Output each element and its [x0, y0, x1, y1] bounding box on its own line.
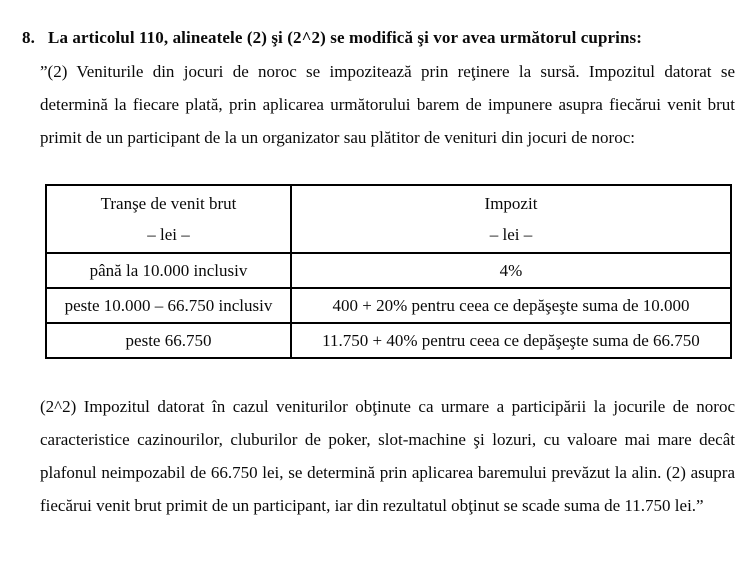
- cell-tax-2: 400 + 20% pentru ceea ce depăşeşte suma de 10.000: [291, 288, 731, 323]
- section-number: 8.: [22, 28, 35, 47]
- cell-bracket-1: până la 10.000 inclusiv: [46, 253, 291, 288]
- tax-table: [45, 184, 732, 359]
- paragraph-alin-2: ”(2) Veniturile din jocuri de noroc se impozitează prin reţinere la sursă. Impozitul datorat se determină la fiecare plată, prin aplicarea următorului barem de impunere asupra fiecărui venit brut primit de un participant de la un organizator sau plătitor de venituri din jocuri de noroc:: [40, 62, 735, 147]
- tax-table-head: [46, 185, 731, 253]
- header-cell-transe: [46, 185, 291, 253]
- table-row-1: [46, 253, 731, 288]
- header-title-impozit: Impozit: [484, 194, 538, 213]
- table-header-row: [46, 185, 731, 253]
- section-heading: [22, 21, 735, 54]
- section-heading-text: La articolul 110, alineatele (2) şi (2^2) se modifică şi vor avea următorul cuprins:: [48, 28, 643, 47]
- header-unit-transe: – lei –: [147, 225, 190, 244]
- tax-table-body: [46, 253, 731, 358]
- cell-bracket-3: peste 66.750: [46, 323, 291, 358]
- cell-tax-1: 4%: [291, 253, 731, 288]
- header-cell-impozit: [291, 185, 731, 253]
- cell-tax-3: 11.750 + 40% pentru ceea ce depăşeşte suma de 66.750: [291, 323, 731, 358]
- paragraph-alin-2-2: (2^2) Impozitul datorat în cazul veniturilor obţinute ca urmare a participării la jocurile de noroc caracteristice cazinourilor, cluburilor de poker, slot-machine şi lozuri, cu valoare mai mare decât plafonul neimpozabil de 66.750 lei, se determină prin aplicarea baremului prevăzut la alin. (2) asupra fiecărui venit brut primit de un participant, iar din rezultatul obţinut se scade suma de 11.750 lei.”: [40, 397, 735, 515]
- header-title-transe: Tranşe de venit brut: [100, 194, 237, 213]
- table-row-2: [46, 288, 731, 323]
- header-unit-impozit: – lei –: [489, 225, 533, 244]
- table-row-3: [46, 323, 731, 358]
- cell-bracket-2: peste 10.000 – 66.750 inclusiv: [46, 288, 291, 323]
